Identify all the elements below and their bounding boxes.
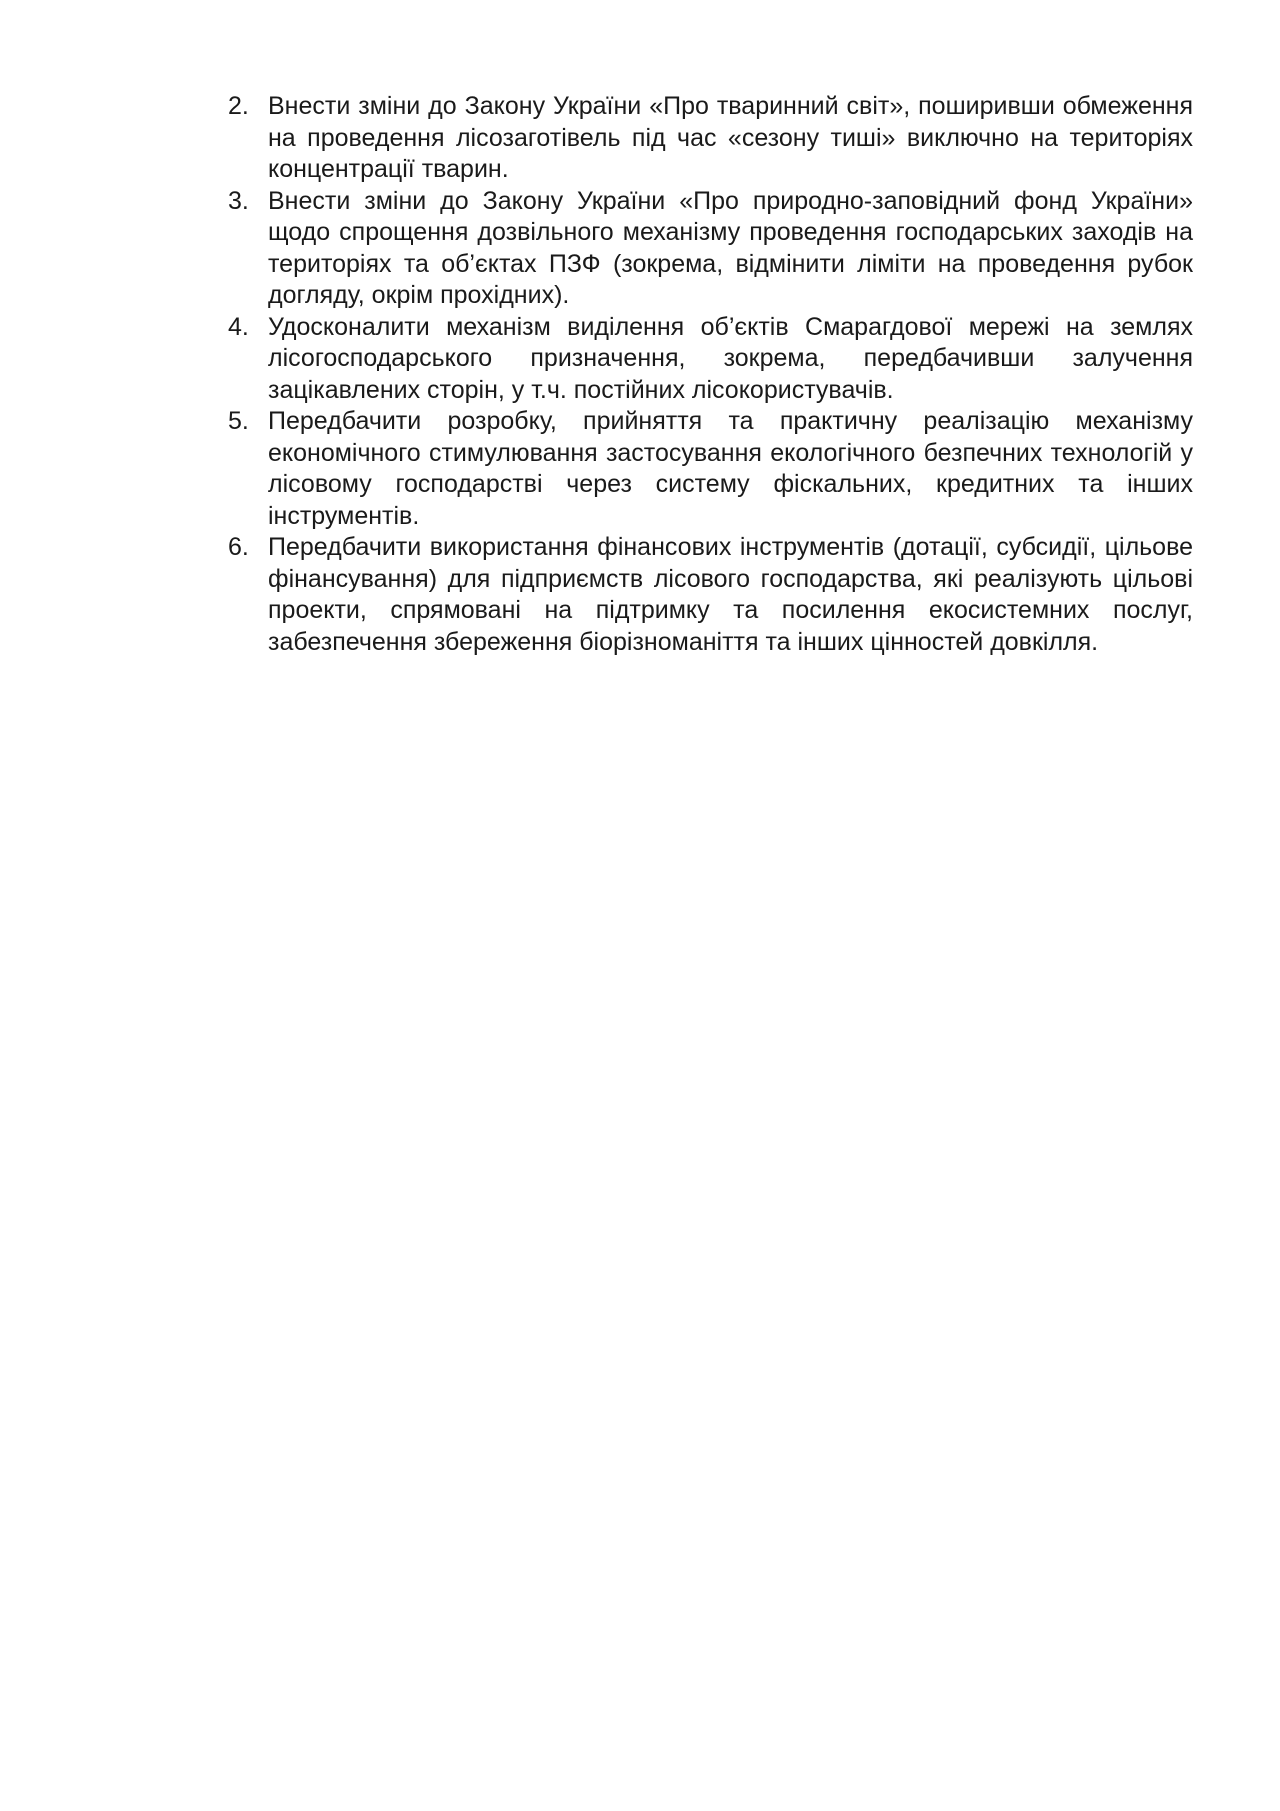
list-item-text: Внести зміни до Закону України «Про природно-заповідний фонд України» щодо спрощення дозвільного механізму проведення господарських заходів на територіях та об’єктах ПЗФ (зокрема, відмінити ліміти на проведення рубок догляду, окрім прохідних). [268,186,1193,309]
list-item-number: 3. [228,186,249,215]
list-item-number: 2. [228,92,249,120]
list-item [228,532,1193,658]
recommendations-list [228,91,1193,658]
list-item [228,186,1193,312]
list-item-number: 5. [228,407,249,435]
list-item [228,312,1193,407]
list-item-text: Передбачити використання фінансових інструментів (дотації, субсидії, цільове фінансування) для підприємств лісового господарства, які реалізують цільові проекти, спрямовані на підтримку та посилення екосистемних послуг, забезпечення збереження біорізноманіття та інших цінностей довкілля. [268,533,1193,656]
list-item-text: Внести зміни до Закону України «Про тваринний світ», поширивши обмеження на проведення лісозаготівель під час «сезону тиші» виключно на територіях концентрації тварин. [268,92,1193,183]
list-item-text: Удосконалити механізм виділення об’єктів Смарагдової мережі на землях лісогосподарського призначення, зокрема, передбачивши залучення зацікавлених сторін, у т.ч. постійних лісокористувачів. [268,312,1193,404]
list-item-number: 6. [228,533,249,561]
list-item-number: 4. [228,312,249,341]
list-item [228,91,1193,186]
list-item [228,406,1193,532]
list-item-text: Передбачити розробку, прийняття та практичну реалізацію механізму економічного стимулювання застосування екологічного безпечних технологій у лісовому господарстві через систему фіскальних, кредитних та інших інструментів. [268,407,1193,530]
